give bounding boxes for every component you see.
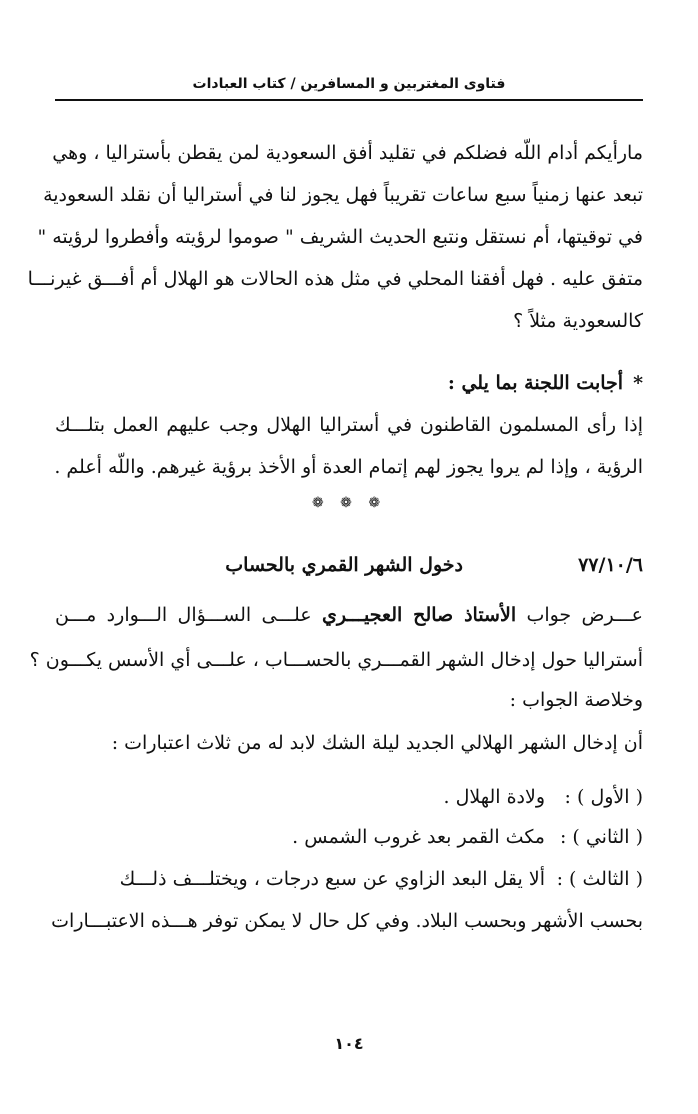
list-item-label: ( الثاني ) : [559, 826, 643, 848]
section-intro-line [55, 600, 643, 630]
list-item-text: مكث القمر بعد غروب الشمس . [292, 826, 545, 848]
section-title: دخول الشهر القمري بالحساب [225, 554, 463, 576]
separator-ornaments: ❁ ❁ ❁ [311, 495, 387, 511]
list-item-third [55, 864, 643, 894]
question-line-1: مارأيكم أدام اللّه فضلكم في تقليد أفق السعودية لمن يقطن بأستراليا ، وهي [52, 142, 643, 164]
list-item-label: ( الأول ) : [564, 786, 643, 808]
question-line-2: تبعد عنها زمنياً سبع ساعات تقريباً فهل يجوز لنا في أستراليا أن نقلد السعودية [43, 184, 643, 206]
list-item-text: ولادة الهلال . [443, 786, 545, 808]
bullet-star: * [633, 372, 643, 394]
list-item-second [55, 822, 643, 852]
question-line-3: في توقيتها، أم نستقل ونتبع الحديث الشريف " صوموا لرؤيته وأفطروا لرؤيته " [37, 226, 643, 248]
section-line-3: وخلاصة الجواب : [509, 689, 643, 711]
section-intro-pre: عـــرض جواب [516, 604, 644, 626]
section-line-4: أن إدخال الشهر الهلالي الجديد ليلة الشك لابد له من ثلاث اعتبارات : [111, 732, 643, 754]
running-header: فتاوى المغتربين و المسافرين / كتاب العبادات [192, 76, 506, 92]
page-number: ١٠٤ [334, 1034, 364, 1053]
section-title-row [55, 550, 643, 580]
answer-line-1: إذا رأى المسلمون القاطنون في أستراليا الهلال وجب عليهم العمل بتلـــك [55, 414, 643, 436]
list-item-label: ( الثالث ) : [556, 868, 643, 890]
answer-heading-text: أجابت اللجنة بما يلي : [447, 372, 624, 394]
answer-heading [55, 368, 643, 398]
section-line-2: أستراليا حول إدخال الشهر القمـــري بالحســـاب ، علـــى أي الأسس يكـــون ؟ [29, 649, 643, 671]
section-intro-name: الأستاذ صالح العجيـــري [321, 604, 517, 626]
header-rule [55, 99, 643, 101]
question-line-4: متفق عليه . فهل أفقنا المحلي في مثل هذه الحالات هو الهلال أم أفـــق غيرنـــا [27, 268, 643, 290]
section-date: ٧٧/١٠/٦ [578, 554, 643, 576]
answer-line-2: الرؤية ، وإذا لم يروا يجوز لهم إتمام العدة أو الأخذ برؤية غيرهم. واللّه أعلم . [54, 456, 643, 478]
list-item-first [55, 782, 643, 812]
section-closing-line: بحسب الأشهر وبحسب البلاد. وفي كل حال لا يمكن توفر هـــذه الاعتبـــارات [51, 910, 643, 932]
section-intro-post: علـــى الســـؤال الـــوارد مـــن [55, 604, 322, 626]
list-item-text: ألا يقل البعد الزاوي عن سبع درجات ، ويختلـــف ذلـــك [119, 868, 545, 890]
question-line-5: كالسعودية مثلاً ؟ [513, 310, 643, 332]
